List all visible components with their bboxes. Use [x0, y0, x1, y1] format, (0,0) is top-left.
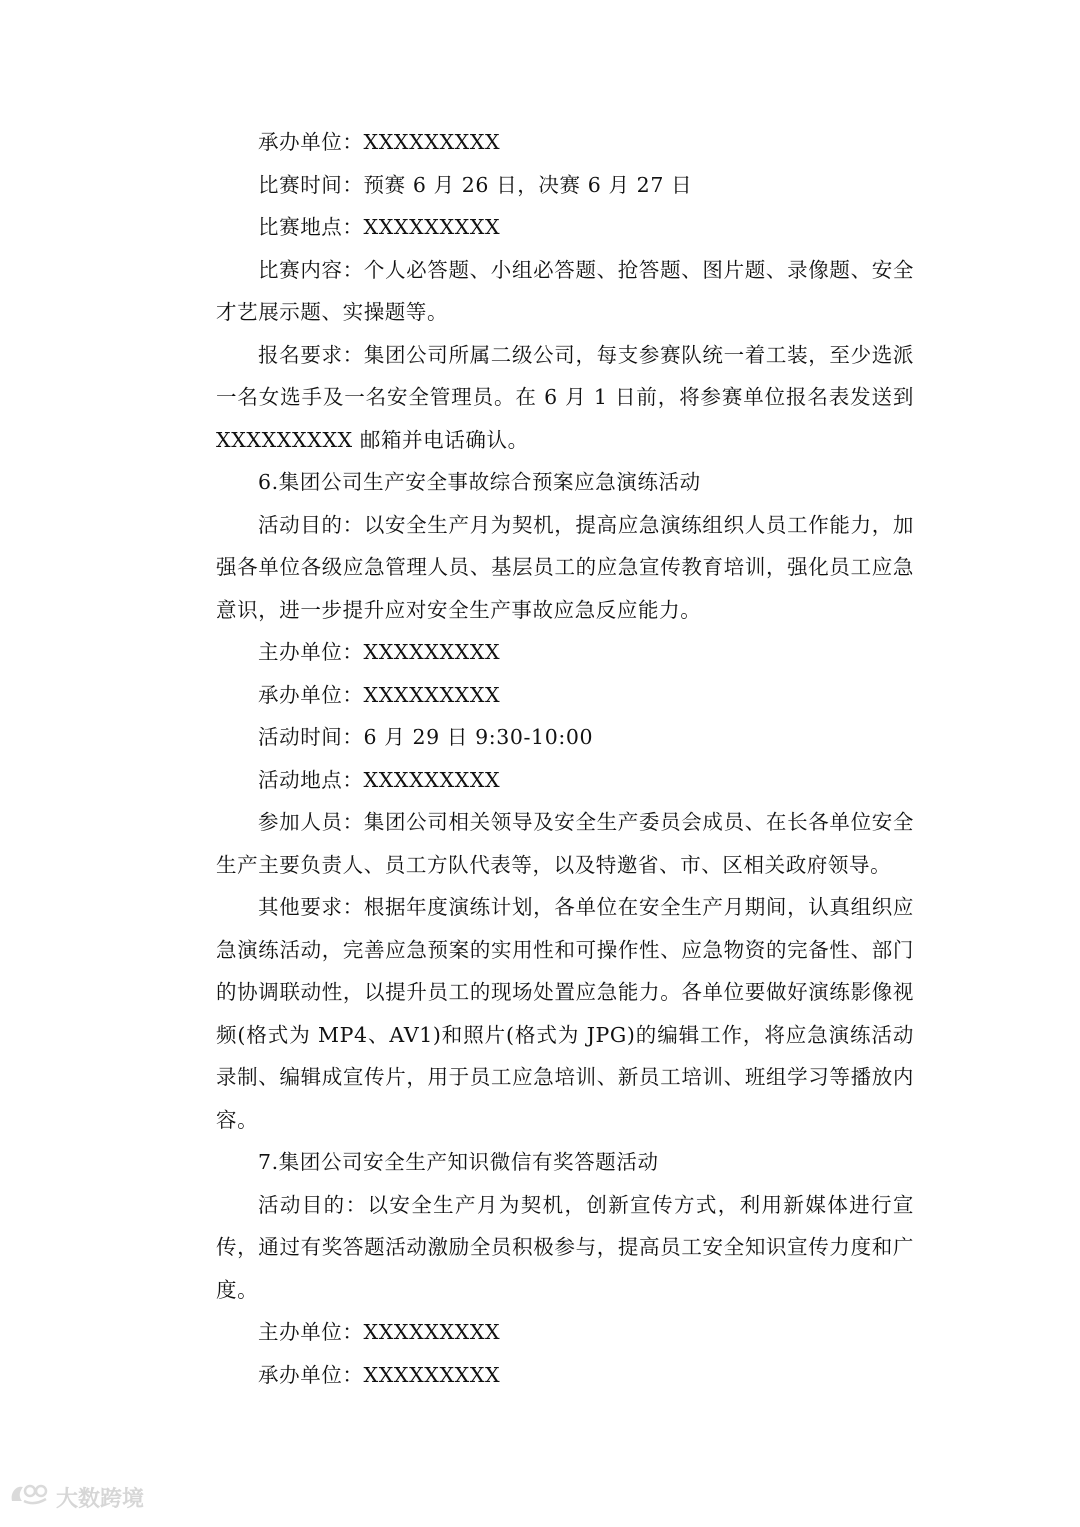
- paragraph: 其他要求：根据年度演练计划，各单位在安全生产月期间，认真组织应急演练活动，完善应急预案的实用性和可操作性、应急物资的完备性、部门的协调联动性，以提升员工的现场处置应急能力。各单位要做好演练影像视频(格式为 MP4、AV1)和照片(格式为 JPG)的编辑工作，将应急演练活动录制、编辑成宣传片，用于员工应急培训、新员工培训、班组学习等播放内容。: [216, 895, 914, 1132]
- watermark: [8, 1481, 144, 1513]
- paragraph: 比赛内容：个人必答题、小组必答题、抢答题、图片题、录像题、安全才艺展示题、实操题等。: [216, 257, 914, 324]
- paragraph: 比赛地点：XXXXXXXXX: [258, 215, 501, 239]
- paragraph: 活动目的：以安全生产月为契机，创新宣传方式，利用新媒体进行宣传，通过有奖答题活动激励全员积极参与，提高员工安全知识宣传力度和广度。: [216, 1192, 914, 1302]
- section-heading: 6.集团公司生产安全事故综合预案应急演练活动: [258, 470, 701, 494]
- paragraph: 比赛时间：预赛 6 月 26 日，决赛 6 月 27 日: [258, 172, 693, 197]
- document-body: [216, 121, 914, 1396]
- paragraph: 承办单位：XXXXXXXXX: [258, 130, 501, 154]
- paragraph: 活动地点：XXXXXXXXX: [258, 767, 501, 792]
- paragraph: 主办单位：XXXXXXXXX: [258, 1320, 501, 1344]
- paragraph: 主办单位：XXXXXXXXX: [258, 640, 501, 664]
- paragraph: 承办单位：XXXXXXXXX: [258, 682, 501, 707]
- paragraph: 参加人员：集团公司相关领导及安全生产委员会成员、在长各单位安全生产主要负责人、员工方队代表等，以及特邀省、市、区相关政府领导。: [216, 810, 914, 877]
- watermark-logo-icon: [8, 1481, 50, 1513]
- watermark-text: 大数跨境: [56, 1486, 145, 1512]
- paragraph: 活动时间：6 月 29 日 9:30-10:00: [258, 725, 594, 749]
- section-heading: 7.集团公司安全生产知识微信有奖答题活动: [258, 1150, 659, 1174]
- paragraph: 报名要求：集团公司所属二级公司，每支参赛队统一着工装，至少选派一名女选手及一名安全管理员。在 6 月 1 日前，将参赛单位报名表发送到 XXXXXXXXX 邮箱并电话确认。: [216, 342, 914, 452]
- paragraph: 活动目的：以安全生产月为契机，提高应急演练组织人员工作能力，加强各单位各级应急管理人员、基层员工的应急宣传教育培训，强化员工应急意识，进一步提升应对安全生产事故应急反应能力。: [216, 512, 914, 622]
- paragraph: 承办单位：XXXXXXXXX: [258, 1362, 501, 1387]
